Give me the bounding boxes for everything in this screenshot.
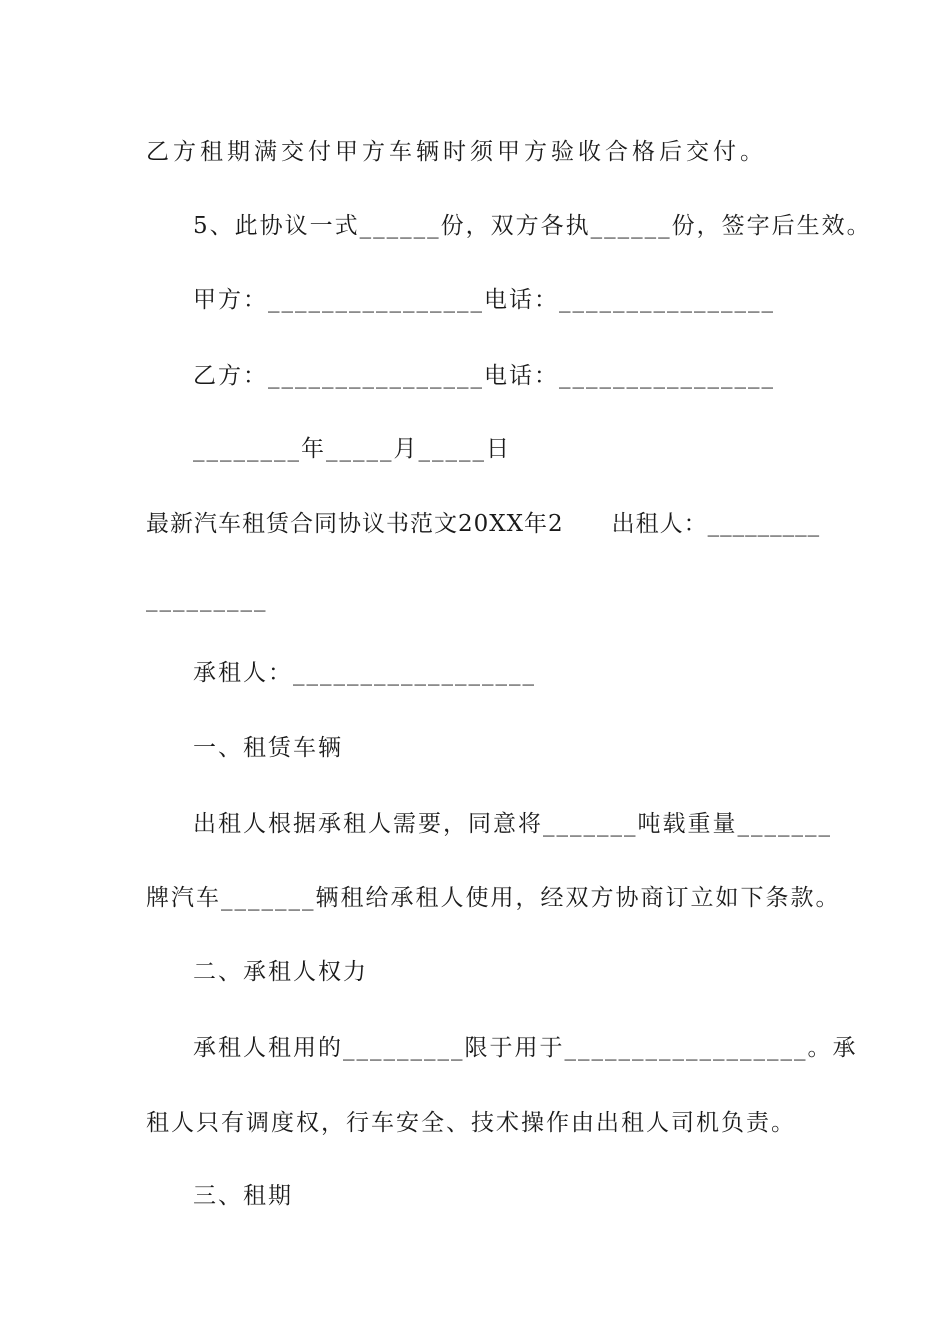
paragraph-rights-1: 承租人租用的_________限于用于__________________。承 [193, 1035, 858, 1061]
party-b-signature-line: 乙方：________________电话：________________ [193, 363, 775, 389]
paragraph-return-vehicle: 乙方租期满交付甲方车辆时须甲方验收合格后交付。 [146, 139, 767, 165]
lessor-blank-continued: _________ [146, 586, 268, 612]
section-heading-2: 二、承租人权力 [193, 959, 368, 985]
party-a-signature-line: 甲方：________________电话：________________ [193, 287, 775, 313]
document-heading-lessor: 最新汽车租赁合同协议书范文20XX年2 出租人：_________ [146, 511, 821, 537]
section-heading-1: 一、租赁车辆 [193, 735, 343, 761]
paragraph-copies: 5、此协议一式______份，双方各执______份，签字后生效。 [193, 213, 872, 239]
paragraph-vehicle-2: 牌汽车_______辆租给承租人使用，经双方协商订立如下条款。 [146, 885, 841, 911]
paragraph-rights-2: 租人只有调度权，行车安全、技术操作由出租人司机负责。 [146, 1110, 796, 1136]
paragraph-vehicle-1: 出租人根据承租人需要，同意将_______吨载重量_______ [193, 811, 832, 837]
section-heading-3: 三、租期 [193, 1183, 293, 1209]
date-line: ________年_____月_____日 [193, 436, 511, 462]
lessee-line: 承租人：__________________ [193, 660, 536, 686]
